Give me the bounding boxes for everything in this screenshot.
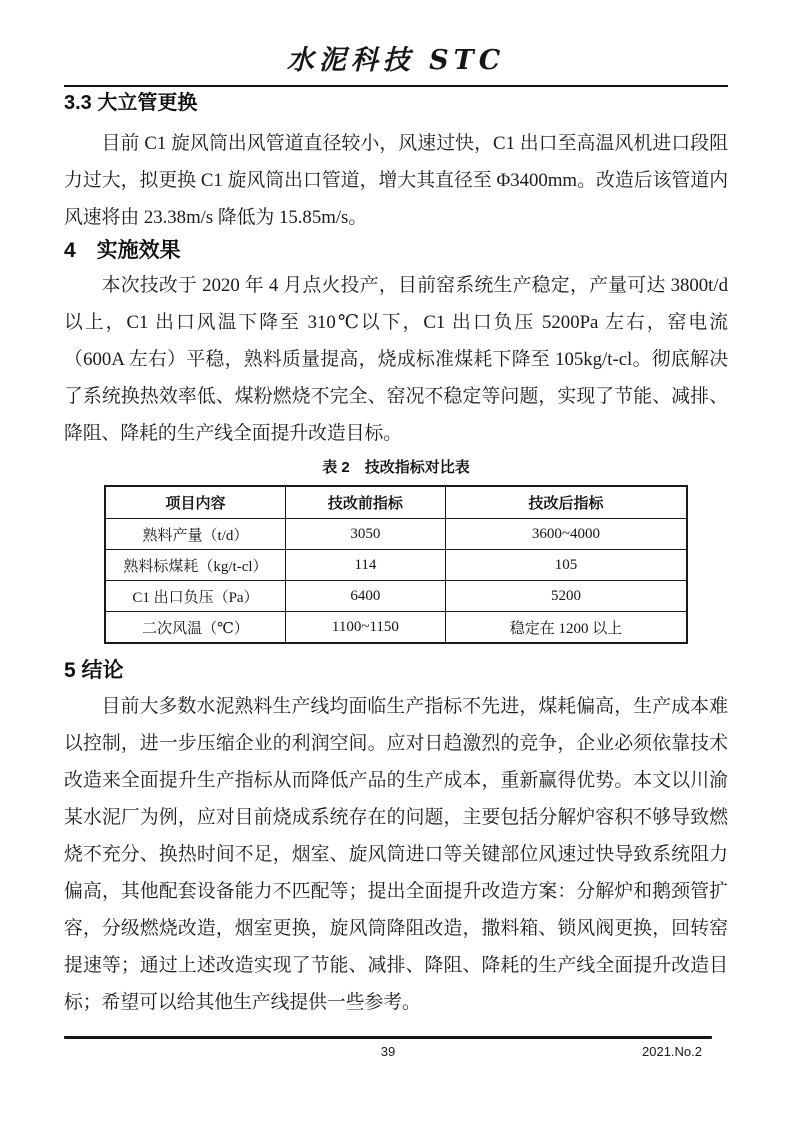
table-cell-after: 3600~4000 — [445, 519, 687, 550]
table-cell-before: 1100~1150 — [285, 612, 445, 644]
footer-row — [64, 1043, 712, 1061]
table-cell-after: 5200 — [445, 581, 687, 612]
table-header-before: 技改前指标 — [285, 486, 445, 519]
table-cell-after: 105 — [445, 550, 687, 581]
section-4-paragraph: 本次技改于 2020 年 4 月点火投产，目前窑系统生产稳定，产量可达 3800t/d 以上，C1 出口风温下降至 310℃以下，C1 出口负压 5200Pa 左右，窑电流（600A 左右）平稳，熟料质量提高，烧成标准煤耗下降至 105kg/t-cl。彻底解决了系统换热效率低、煤粉燃烧不完全、窑况不稳定等问题，实现了节能、减排、降阻、降耗的生产线全面提升改造目标。 — [64, 275, 728, 444]
issue-number: 2021.No.2 — [642, 1043, 702, 1059]
table-cell-after: 稳定在 1200 以上 — [445, 612, 687, 644]
section-3-3-paragraph: 目前 C1 旋风筒出风管道直径较小，风速过快，C1 出口至高温风机进口段阻力过大，拟更换 C1 旋风筒出口管道，增大其直径至 Φ3400mm。改造后该管道内风速将由 23.38m/s 降低为 15.85m/s。 — [64, 133, 728, 228]
table-header-item: 项目内容 — [105, 486, 285, 519]
table-row — [105, 612, 687, 644]
table-cell-item: 熟料产量（t/d） — [105, 519, 285, 550]
section-5-heading: 5 结论 — [64, 659, 124, 682]
table-row — [105, 550, 687, 581]
table-cell-before: 114 — [285, 550, 445, 581]
footer-rule — [64, 1036, 712, 1039]
table-cell-item: 二次风温（℃） — [105, 612, 285, 644]
table-cell-item: C1 出口负压（Pa） — [105, 581, 285, 612]
table-header-row — [105, 486, 687, 519]
journal-header-title: 水泥科技 STC — [286, 45, 506, 76]
table-cell-before: 3050 — [285, 519, 445, 550]
comparison-table — [104, 485, 688, 644]
table-header-after: 技改后指标 — [445, 486, 687, 519]
page-number: 39 — [380, 1043, 396, 1059]
section-3-3-heading: 3.3 大立管更换 — [64, 92, 198, 114]
table-cell-item: 熟料标煤耗（kg/t-cl） — [105, 550, 285, 581]
page-footer — [64, 1036, 712, 1061]
table-caption: 表 2 技改指标对比表 — [322, 459, 470, 476]
section-4-heading: 4 实施效果 — [64, 239, 181, 262]
table-cell-before: 6400 — [285, 581, 445, 612]
header-rule — [64, 85, 728, 87]
table-row — [105, 581, 687, 612]
table-row — [105, 519, 687, 550]
section-5-paragraph: 目前大多数水泥熟料生产线均面临生产指标不先进，煤耗偏高，生产成本难以控制，进一步压缩企业的利润空间。应对日趋激烈的竞争，企业必须依靠技术改造来全面提升生产指标从而降低产品的生产成本，重新赢得优势。本文以川渝某水泥厂为例，应对目前烧成系统存在的问题，主要包括分解炉容积不够导致燃烧不充分、换热时间不足，烟室、旋风筒进口等关键部位风速过快导致系统阻力偏高，其他配套设备能力不匹配等；提出全面提升改造方案：分解炉和鹅颈管扩容，分级燃烧改造，烟室更换，旋风筒降阻改造，撒料箱、锁风阀更换，回转窑提速等；通过上述改造实现了节能、减排、降阻、降耗的生产线全面提升改造目标；希望可以给其他生产线提供一些参考。 — [64, 696, 728, 1013]
